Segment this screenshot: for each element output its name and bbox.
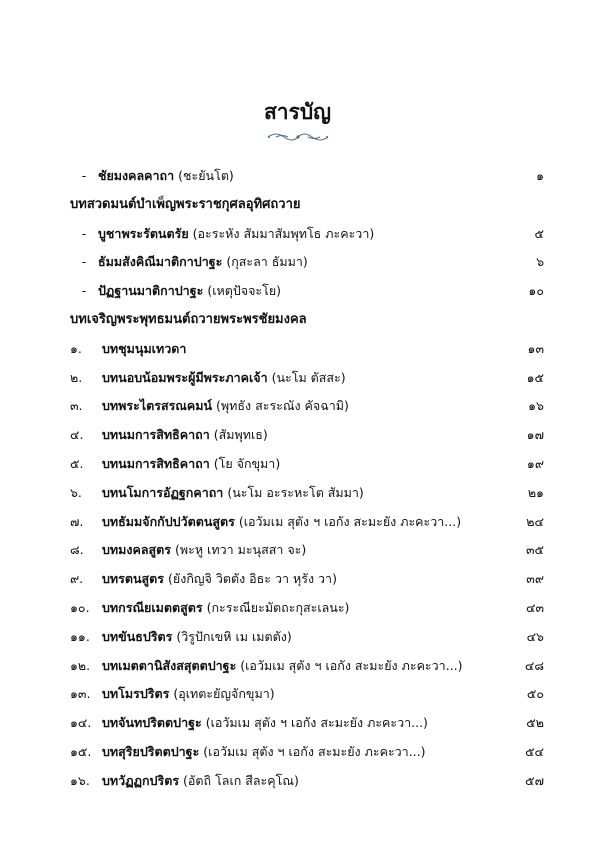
entry-subtitle: (กะระณียะมัตถะกุสะเลนะ) xyxy=(206,599,350,615)
page-number: ๓๕ xyxy=(525,542,544,558)
page-number: ๖ xyxy=(536,254,544,270)
table-of-contents xyxy=(70,162,544,796)
entry-subtitle: (โย จักขุมา) xyxy=(213,455,281,471)
entry-name: บทจันทปริตตปาฐะ xyxy=(102,715,202,731)
entry-title xyxy=(102,450,500,479)
entry-subtitle: (เอวัมเม สุตัง ฯ เอกัง สะมะยัง ภะคะวา...) xyxy=(238,513,462,529)
entry-subtitle: (เหตุปัจจะโย) xyxy=(207,283,282,299)
toc-entry xyxy=(70,162,544,191)
entry-marker: - xyxy=(81,254,87,270)
entry-title xyxy=(102,738,500,767)
toc-entry xyxy=(70,392,544,421)
toc-entry xyxy=(70,220,544,249)
entry-name: บูชาพระรัตนตรัย xyxy=(98,225,189,241)
entry-title xyxy=(102,594,500,623)
entry-name: บทโมรปริตร xyxy=(102,686,170,702)
toc-entry xyxy=(70,680,544,709)
entry-marker: ๑. xyxy=(70,340,82,356)
toc-entry xyxy=(70,450,544,479)
entry-marker: ๑๓. xyxy=(70,686,91,702)
entry-marker: ๑๒. xyxy=(70,657,91,673)
entry-name: บทนอบน้อมพระผู้มีพระภาคเจ้า xyxy=(102,369,268,385)
toc-section-heading xyxy=(70,191,544,220)
entry-subtitle: (อัตถิ โลเก สีละคุโณ) xyxy=(183,772,299,788)
toc-entry xyxy=(70,335,544,364)
page-number: ๑๗ xyxy=(526,427,544,443)
entry-marker: ๗. xyxy=(70,513,84,529)
entry-subtitle: (นะโม ตัสสะ) xyxy=(271,369,346,385)
entry-marker: ๕. xyxy=(70,455,84,471)
entry-title xyxy=(102,536,500,565)
page-number: ๑๓ xyxy=(527,340,544,356)
entry-name: บทเมตตานิสังสสุตตปาฐะ xyxy=(102,657,237,673)
entry-name: บทวัฏฏกปริตร xyxy=(102,772,180,788)
section-title: บทสวดมนต์บำเพ็ญพระราชกุศลอุทิศถวาย xyxy=(70,196,301,212)
page-number: ๕๗ xyxy=(525,772,544,788)
entry-name: บทสุริยปริตตปาฐะ xyxy=(102,743,200,759)
entry-marker: - xyxy=(81,168,87,183)
toc-entry xyxy=(70,248,544,277)
entry-name: บทมงคลสูตร xyxy=(102,542,172,558)
page-number: ๕๒ xyxy=(526,715,544,731)
entry-marker: ๑๔. xyxy=(70,715,92,731)
toc-entry xyxy=(70,508,544,537)
page-number: ๔๖ xyxy=(526,628,544,644)
entry-subtitle: (ยังกิญจิ วิตตัง อิธะ วา หุรัง วา) xyxy=(168,571,337,587)
page-number: ๕ xyxy=(534,225,544,241)
page-number: ๑๖ xyxy=(528,398,544,414)
entry-name: บทนโมการอัฏฐกคาถา xyxy=(102,484,224,500)
entry-title xyxy=(102,392,500,421)
entry-marker: ๑๑. xyxy=(70,628,90,644)
entry-subtitle: (อุเทตะยัญจักขุมา) xyxy=(173,686,275,702)
toc-entry xyxy=(70,623,544,652)
entry-name: บทกรณียเมตตสูตร xyxy=(102,599,203,615)
entry-subtitle: (ชะยันโต) xyxy=(178,168,234,183)
entry-marker: ๒. xyxy=(70,369,83,385)
toc-entry xyxy=(70,277,544,306)
entry-marker: ๖. xyxy=(70,484,82,500)
entry-name: บทนมการสิทธิคาถา xyxy=(102,455,210,471)
entry-title xyxy=(102,709,500,738)
entry-title xyxy=(102,767,500,796)
entry-subtitle: (เอวัมเม สุตัง ฯ เอกัง สะมะยัง ภะคะวา...) xyxy=(203,743,426,759)
page-number: ๕๐ xyxy=(526,686,544,702)
toc-entry xyxy=(70,479,544,508)
entry-title xyxy=(102,479,500,508)
page-number: ๒๔ xyxy=(526,513,544,529)
page-number: ๓๙ xyxy=(526,571,544,587)
entry-subtitle: (พะหู เทวา มะนุสสา จะ) xyxy=(175,542,307,558)
entry-marker: ๙. xyxy=(70,571,84,587)
entry-title xyxy=(102,364,500,393)
page-number: ๔๘ xyxy=(524,657,544,673)
entry-marker: ๔. xyxy=(70,427,84,443)
page-number: ๑๕ xyxy=(526,369,544,385)
entry-subtitle: (วิรูปักเขหิ เม เมตตัง) xyxy=(176,628,292,644)
entry-name: บทธัมมจักกัปปวัตตนสูตร xyxy=(102,513,235,529)
entry-title xyxy=(102,680,500,709)
entry-marker: - xyxy=(81,225,87,241)
toc-entry xyxy=(70,738,544,767)
entry-name: ปัฏฐานมาติกาปาฐะ xyxy=(98,283,204,299)
toc-entry xyxy=(70,565,544,594)
entry-name: บทรตนสูตร xyxy=(102,571,165,587)
ornament-divider xyxy=(0,128,595,147)
toc-entry xyxy=(70,767,544,796)
entry-marker: ๑๖. xyxy=(70,772,90,788)
entry-title xyxy=(102,508,500,537)
toc-entry xyxy=(70,652,544,681)
toc-entry xyxy=(70,421,544,450)
entry-title xyxy=(98,248,500,277)
toc-entry xyxy=(70,536,544,565)
entry-marker: - xyxy=(81,283,87,299)
entry-title xyxy=(98,277,500,306)
entry-subtitle: (พุทธัง สะระณัง คัจฉามิ) xyxy=(216,398,349,414)
page-number: ๑ xyxy=(536,168,544,183)
entry-marker: ๑๕. xyxy=(70,743,92,759)
entry-name: บทชุมนุมเทวดา xyxy=(102,340,187,356)
entry-name: ชัยมงคลคาถา xyxy=(98,168,175,183)
entry-subtitle: (อะระหัง สัมมาสัมพุทโธ ภะคะวา) xyxy=(192,225,375,241)
page-title: สารบัญ xyxy=(263,100,332,124)
page-number: ๑๐ xyxy=(528,283,544,299)
entry-title xyxy=(98,220,500,249)
toc-entry xyxy=(70,709,544,738)
entry-name: บทขันธปริตร xyxy=(102,628,173,644)
entry-title xyxy=(102,652,500,681)
entry-subtitle: (เอวัมเม สุตัง ฯ เอกัง สะมะยัง ภะคะวา...) xyxy=(240,657,463,673)
entry-name: บทพระไตรสรณคมน์ xyxy=(102,398,213,414)
entry-subtitle: (นะโม อะระหะโต สัมมา) xyxy=(227,484,364,500)
entry-title xyxy=(98,162,500,191)
page-number: ๕๔ xyxy=(525,743,544,759)
entry-name: บทนมการสิทธิคาถา xyxy=(102,427,210,443)
entry-marker: ๑๐. xyxy=(70,599,90,615)
entry-name: ธัมมสังคิณีมาติกาปาฐะ xyxy=(98,254,223,270)
page-number: ๔๓ xyxy=(525,599,544,615)
toc-entry xyxy=(70,594,544,623)
toc-section-heading xyxy=(70,306,544,335)
entry-marker: ๘. xyxy=(70,542,84,558)
entry-subtitle: (กุสะลา ธัมมา) xyxy=(226,254,308,270)
entry-title xyxy=(102,623,500,652)
toc-entry xyxy=(70,364,544,393)
entry-marker: ๓. xyxy=(70,398,83,414)
entry-subtitle: (สัมพุทเธ) xyxy=(213,427,268,443)
entry-title xyxy=(102,335,500,364)
section-title: บทเจริญพระพุทธมนต์ถวายพระพรชัยมงคล xyxy=(70,311,307,327)
entry-title xyxy=(102,421,500,450)
entry-title xyxy=(102,565,500,594)
page-number: ๑๙ xyxy=(526,455,544,471)
page-number: ๒๑ xyxy=(527,484,544,500)
entry-subtitle: (เอวัมเม สุตัง ฯ เอกัง สะมะยัง ภะคะวา...) xyxy=(205,715,428,731)
flourish-icon xyxy=(266,131,330,143)
